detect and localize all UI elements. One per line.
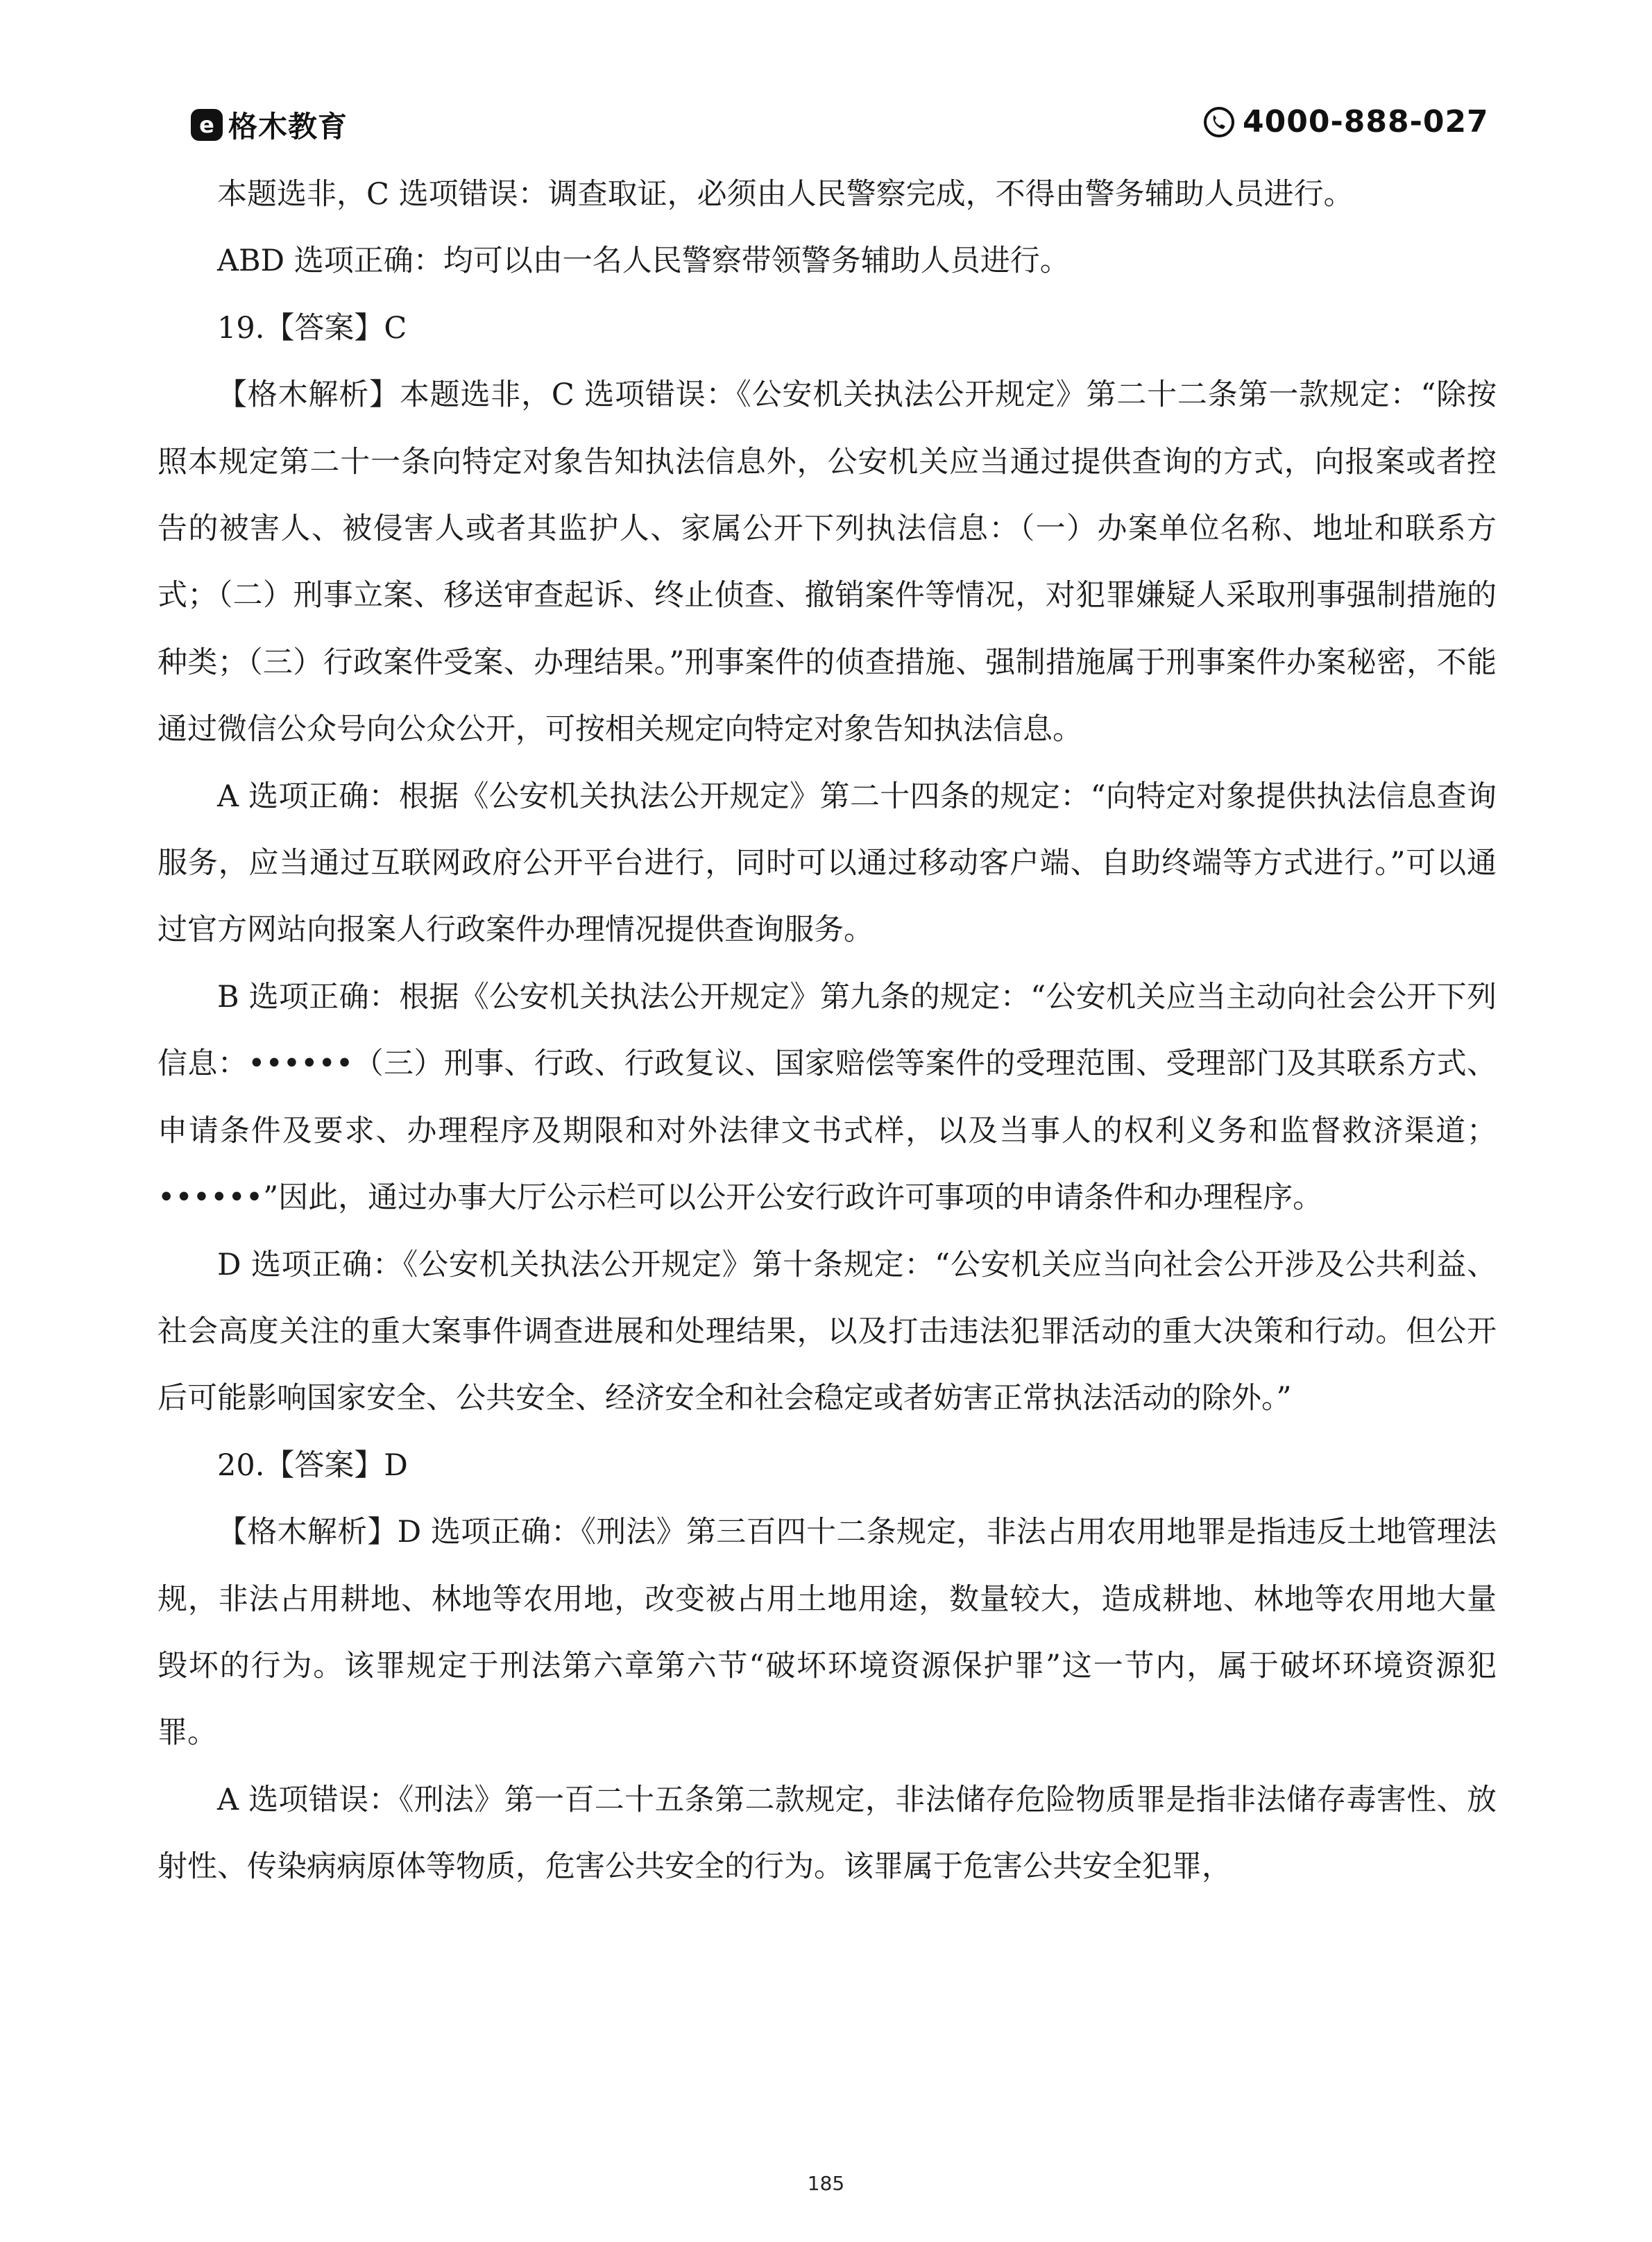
paragraph: A 选项正确：根据《公安机关执法公开规定》第二十四条的规定：“向特定对象提供执法信息查询服务，应当通过互联网政府公开平台进行，同时可以通过移动客户端、自助终端等方式进行。”可以通过官方网站向报案人行政案件办理情况提供查询服务。 [157,779,1497,948]
page-number: 185 [807,2172,845,2195]
logo-e-icon: e [191,109,223,141]
paragraph: 本题选非，C 选项错误：调查取证，必须由人民警察完成，不得由警务辅助人员进行。 [217,177,1354,212]
phone-icon [1202,105,1236,139]
paragraph: 【格木解析】本题选非，C 选项错误：《公安机关执法公开规定》第二十二条第一款规定：“除按照本规定第二十一条向特定对象告知执法信息外，公安机关应当通过提供查询的方式，向报案或者控告的被害人、被侵害人或者其监护人、家属公开下列执法信息：（一）办案单位名称、地址和联系方式；（二）刑事立案、移送审查起诉、终止侦查、撤销案件等情况，对犯罪嫌疑人采取刑事强制措施的种类；（三）行政案件受案、办理结果。”刑事案件的侦查措施、强制措施属于刑事案件办案秘密，不能通过微信公众号向公众公开，可按相关规定向特定对象告知执法信息。 [157,377,1497,747]
brand-logo [191,104,348,146]
paragraph: B 选项正确：根据《公安机关执法公开规定》第九条的规定：“公安机关应当主动向社会公开下列信息：••••••（三）刑事、行政、行政复议、国家赔偿等案件的受理范围、受理部门及其联系方式、申请条件及要求、办理程序及期限和对外法律文书式样，以及当事人的权利义务和监督救济渠道；••••••”因此，通过办事大厅公示栏可以公开公安行政许可事项的申请条件和办理程序。 [157,979,1497,1216]
page-header [0,0,1652,144]
phone-number: 4000-888-027 [1243,104,1489,139]
logo-text: 格木教育 [228,110,348,144]
paragraph: A 选项错误：《刑法》第一百二十五条第二款规定，非法储存危险物质罪是指非法储存毒害性、放射性、传染病病原体等物质，危害公共安全的行为。该罪属于危害公共安全犯罪， [157,1782,1497,1885]
answer-heading-20: 20.【答案】D [217,1447,408,1483]
document-body [157,161,1497,1901]
hotline [1202,104,1489,139]
paragraph: D 选项正确：《公安机关执法公开规定》第十条规定：“公安机关应当向社会公开涉及公共利益、社会高度关注的重大案事件调查进展和处理结果，以及打击违法犯罪活动的重大决策和行动。但公开后可能影响国家安全、公共安全、经济安全和社会稳定或者妨害正常执法活动的除外。” [157,1247,1497,1416]
paragraph: ABD 选项正确：均可以由一名人民警察带领警务辅助人员进行。 [217,244,1070,279]
paragraph: 【格木解析】D 选项正确：《刑法》第三百四十二条规定，非法占用农用地罪是指违反土地管理法规，非法占用耕地、林地等农用地，改变被占用土地用途，数量较大，造成耕地、林地等农用地大量毁坏的行为。该罪规定于刑法第六章第六节“破坏环境资源保护罪”这一节内，属于破坏环境资源犯罪。 [157,1515,1497,1751]
answer-heading-19: 19.【答案】C [217,310,407,346]
